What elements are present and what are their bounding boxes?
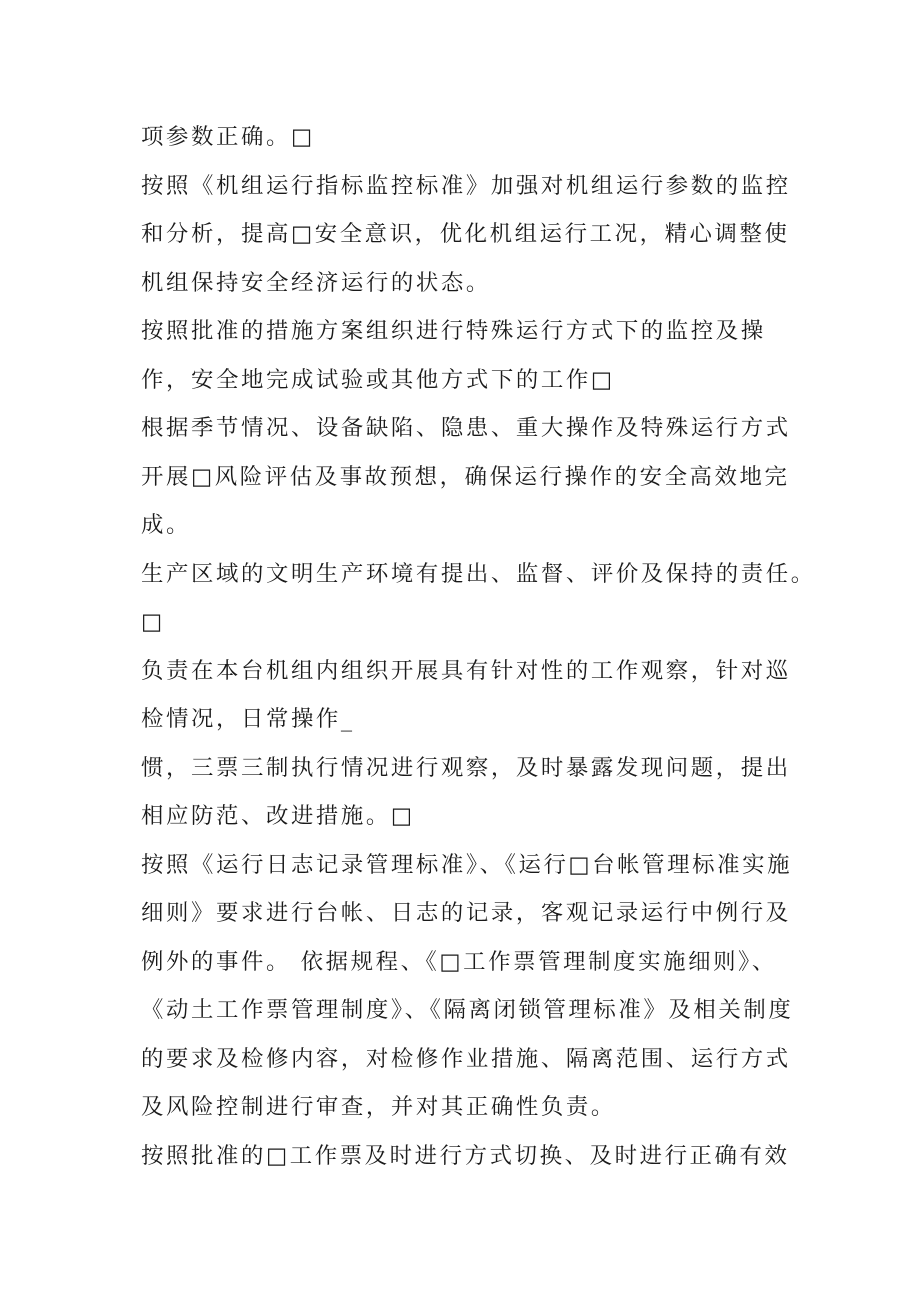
- text-line: 检情况，日常操作_: [141, 706, 355, 732]
- text-line: 生产区域的文明生产环境有提出、监督、评价及保持的责任。: [141, 560, 816, 587]
- text-line: 开展□风险评估及事故预想，确保运行操作的安全高效地完: [141, 463, 790, 490]
- text-line: 惯，三票三制执行情况进行观察，及时暴露发现问题，提出: [141, 754, 791, 781]
- text-line: 机组保持安全经济运行的状态。: [141, 269, 491, 296]
- body-text: [141, 113, 816, 1180]
- text-line: 按照《机组运行指标监控标准》加强对机组运行参数的监控: [141, 172, 791, 199]
- text-line: 及风险控制进行审查，并对其正确性负责。: [141, 1094, 616, 1120]
- text-line: 细则》要求进行台帐、日志的记录，客观记录运行中例行及: [141, 900, 791, 926]
- text-line: 按照批准的措施方案组织进行特殊运行方式下的监控及操: [141, 318, 766, 344]
- text-line: 按照批准的□工作票及时进行方式切换、及时进行正确有效: [141, 1142, 790, 1169]
- text-line: 作，安全地完成试验或其他方式下的工作□: [141, 366, 615, 393]
- text-line: 根据季节情况、设备缺陷、隐患、重大操作及特殊运行方式: [141, 415, 791, 441]
- text-line: 负责在本台机组内组织开展具有针对性的工作观察，针对巡: [141, 657, 791, 684]
- text-line: 相应防范、改进措施。□: [141, 803, 415, 829]
- text-line: 和分析，提高□安全意识，优化机组运行工况，精心调整使: [141, 221, 790, 247]
- text-line: 项参数正确。□: [141, 124, 315, 150]
- text-line: 《动土工作票管理制度》、《隔离闭锁管理标准》及相关制度: [141, 997, 794, 1023]
- text-line: 例外的事件。 依据规程、《□工作票管理制度实施细则》、: [141, 948, 777, 975]
- text-line: 成。: [141, 512, 191, 538]
- text-line: 按照《运行日志记录管理标准》、《运行□台帐管理标准实施: [141, 851, 793, 878]
- text-line: □: [141, 609, 165, 635]
- text-line: 的要求及检修内容，对检修作业措施、隔离范围、运行方式: [141, 1045, 791, 1072]
